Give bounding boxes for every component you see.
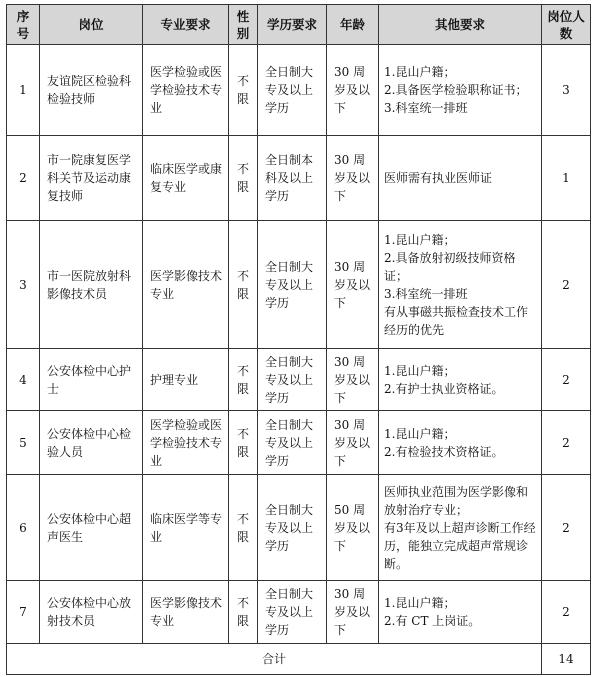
header-count: 岗位人数	[542, 5, 591, 45]
row-major: 医学检验或医学检验技术专业	[143, 45, 229, 136]
header-education: 学历要求	[258, 5, 327, 45]
table-row	[7, 221, 591, 349]
row-position: 公安体检中心放射技术员	[40, 581, 143, 644]
row-major: 护理专业	[143, 349, 229, 411]
row-education: 全日制大专及以上学历	[258, 221, 327, 349]
total-row	[7, 644, 591, 675]
row-age: 30 周岁及以下	[327, 45, 379, 136]
row-major: 临床医学或康复专业	[143, 136, 229, 221]
row-other: 1.昆山户籍； 2.有检验技术资格证。	[384, 426, 504, 459]
row-age: 30 周岁及以下	[327, 221, 379, 349]
row-age: 30 周岁及以下	[327, 411, 379, 475]
row-age: 30 周岁及以下	[327, 581, 379, 644]
row-gender: 不限	[229, 221, 258, 349]
row-education: 全日制大专及以上学历	[258, 475, 327, 581]
table-row	[7, 475, 591, 581]
row-gender: 不限	[229, 136, 258, 221]
row-position: 市一院康复医学科关节及运动康复技师	[40, 136, 143, 221]
header-gender: 性别	[229, 5, 258, 45]
row-count: 2	[542, 349, 591, 411]
row-position: 友谊院区检验科检验技师	[40, 45, 143, 136]
row-other: 1.昆山户籍； 2.有护士执业资格证。	[384, 363, 504, 396]
row-position: 公安体检中心超声医生	[40, 475, 143, 581]
row-seq: 7	[7, 581, 40, 644]
row-count: 2	[542, 581, 591, 644]
row-seq: 4	[7, 349, 40, 411]
row-seq: 3	[7, 221, 40, 349]
row-age: 30 周岁及以下	[327, 136, 379, 221]
row-education: 全日制大专及以上学历	[258, 411, 327, 475]
header-position: 岗位	[40, 5, 143, 45]
total-label: 合计	[7, 644, 542, 675]
row-gender: 不限	[229, 411, 258, 475]
row-gender: 不限	[229, 349, 258, 411]
header-age: 年龄	[327, 5, 379, 45]
row-gender: 不限	[229, 475, 258, 581]
row-major: 医学影像技术专业	[143, 581, 229, 644]
row-count: 1	[542, 136, 591, 221]
row-seq: 1	[7, 45, 40, 136]
table-row	[7, 136, 591, 221]
header-other: 其他要求	[379, 5, 542, 45]
row-seq: 6	[7, 475, 40, 581]
table-row	[7, 581, 591, 644]
recruitment-table	[6, 4, 591, 675]
row-education: 全日制大专及以上学历	[258, 45, 327, 136]
row-education: 全日制本科及以上学历	[258, 136, 327, 221]
row-seq: 2	[7, 136, 40, 221]
row-count: 2	[542, 221, 591, 349]
row-major: 医学检验或医学检验技术专业	[143, 411, 229, 475]
row-count: 2	[542, 475, 591, 581]
recruitment-table-container	[6, 4, 591, 675]
row-other: 1.昆山户籍； 2.有 CT 上岗证。	[384, 596, 481, 628]
row-count: 2	[542, 411, 591, 475]
table-row	[7, 411, 591, 475]
row-education: 全日制大专及以上学历	[258, 581, 327, 644]
row-position: 公安体检中心检验人员	[40, 411, 143, 475]
row-other: 医师执业范围为医学影像和放射治疗专业； 有3年及以上超声诊断工作经历，能独立完成超声常规诊断。	[384, 484, 536, 571]
row-major: 医学影像技术专业	[143, 221, 229, 349]
table-row	[7, 349, 591, 411]
row-education: 全日制大专及以上学历	[258, 349, 327, 411]
row-other: 1.昆山户籍； 2.具备医学检验职称证书； 3.科室统一排班	[384, 65, 528, 115]
row-gender: 不限	[229, 581, 258, 644]
row-major: 临床医学等专业	[143, 475, 229, 581]
header-major: 专业要求	[143, 5, 229, 45]
row-seq: 5	[7, 411, 40, 475]
header-row	[7, 5, 591, 45]
header-seq: 序号	[7, 5, 40, 45]
row-age: 50 周岁及以下	[327, 475, 379, 581]
row-gender: 不限	[229, 45, 258, 136]
table-row	[7, 45, 591, 136]
row-other: 医师需有执业医师证	[384, 171, 493, 185]
total-count: 14	[542, 644, 591, 675]
row-age: 30 周岁及以下	[327, 349, 379, 411]
row-count: 3	[542, 45, 591, 136]
row-position: 市一医院放射科影像技术员	[40, 221, 143, 349]
row-other: 1.昆山户籍； 2.具备放射初级技师资格证； 3.科室统一排班 有从事磁共振检查技术工作经历的优先	[384, 232, 529, 337]
row-position: 公安体检中心护士	[40, 349, 143, 411]
